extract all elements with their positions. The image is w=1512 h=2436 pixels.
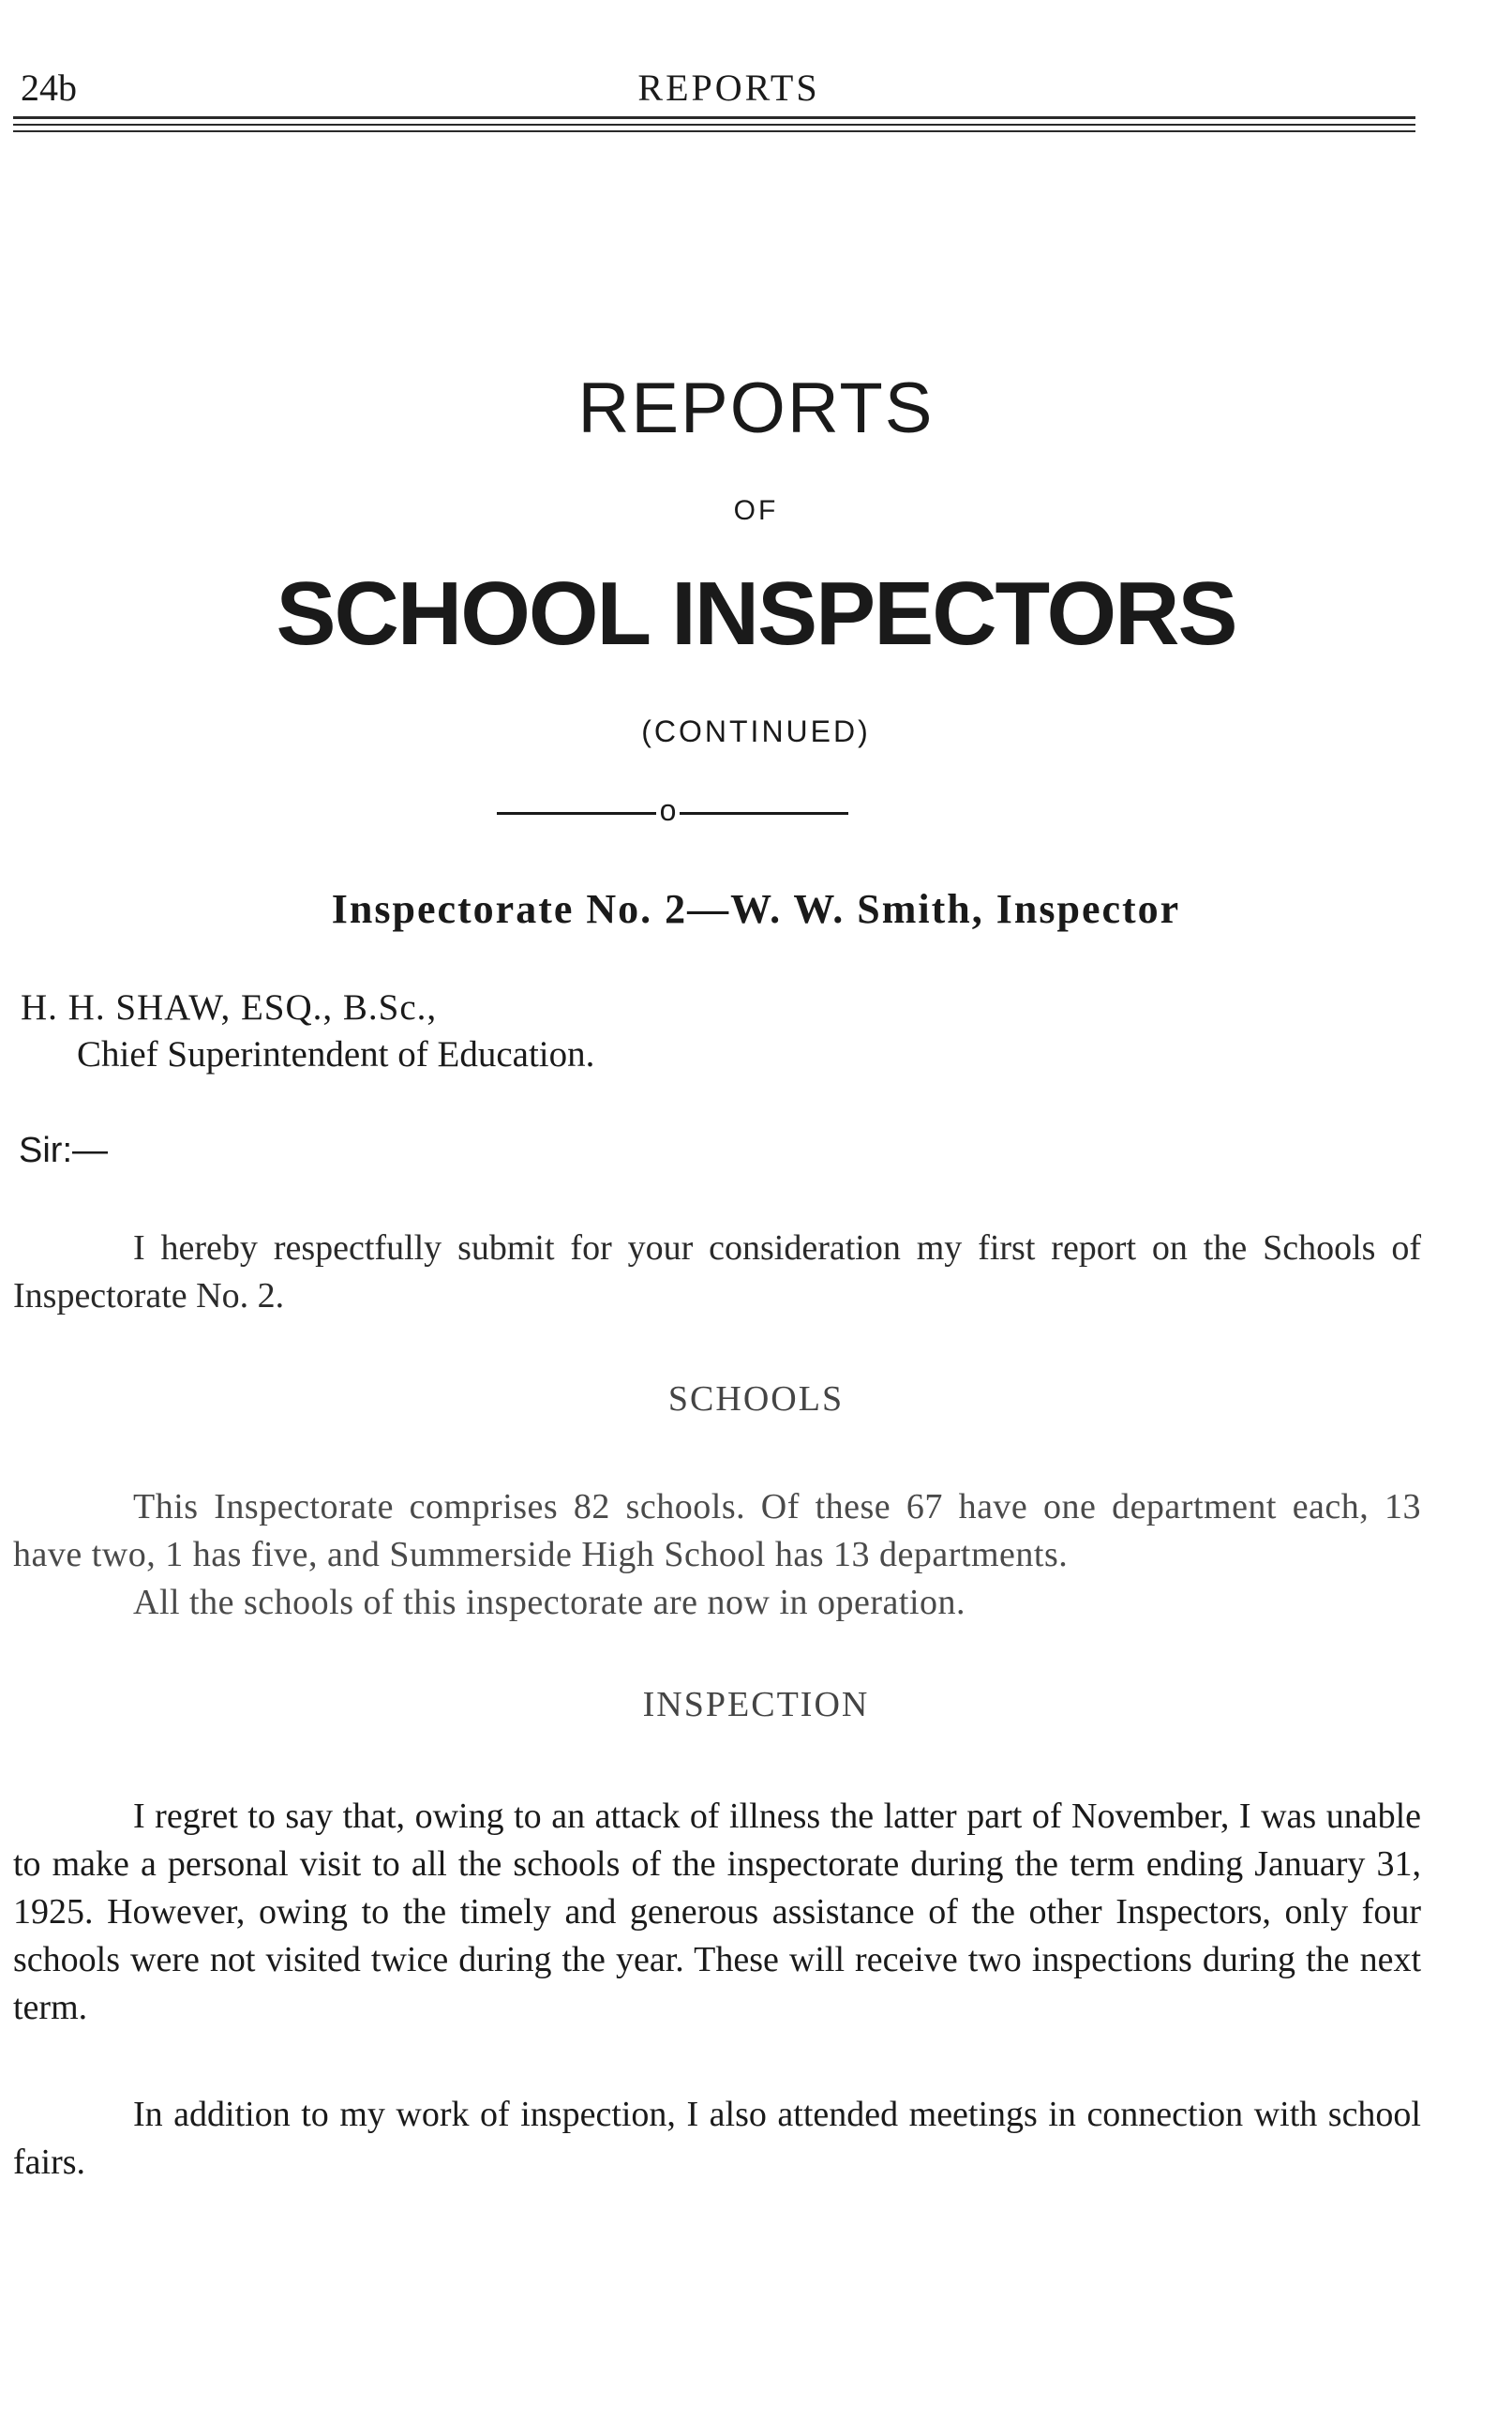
inspection-heading: INSPECTION [642, 1685, 870, 1724]
addressee-position: Chief Superintendent of Education. [77, 1034, 595, 1075]
addition-text: In addition to my work of inspection, I also attended meetings in connection with school fairs. [13, 2095, 1421, 2182]
running-head [21, 58, 1437, 114]
continued-label: (CONTINUED) [641, 714, 871, 748]
schools-paragraph [13, 1483, 1421, 1627]
schools-heading: SCHOOLS [667, 1379, 845, 1419]
intro-text: I hereby respectfully submit for your consideration my first report on the Schools of Inspectorate No. 2. [13, 1228, 1421, 1316]
salutation: Sir:— [19, 1131, 108, 1170]
inspection-paragraph [13, 1793, 1421, 2032]
header-rule [13, 116, 1415, 119]
section-divider [0, 793, 1512, 827]
addition-paragraph [13, 2091, 1421, 2187]
school-inspectors-title: SCHOOL INSPECTORS [276, 564, 1236, 664]
page-number: 24b [21, 67, 77, 109]
intro-paragraph [13, 1225, 1421, 1320]
of-label: OF [733, 495, 779, 526]
addressee-name: H. H. SHAW, ESQ., B.Sc., [21, 987, 438, 1028]
schools-text: This Inspectorate comprises 82 schools. Of these 67 have one department each, 13 have two, 1 has five, and Summerside High School has 13 departments. [13, 1487, 1421, 1574]
divider-mark: o [659, 793, 677, 827]
schools-operation-text: All the schools of this inspectorate are now in operation. [133, 1583, 966, 1622]
inspection-text: I regret to say that, owing to an attack of illness the latter part of November, I was unable to make a personal visit to all the schools of the inspectorate during the term ending January 31, 1925. However, owing to the timely and generous assistance of the other Inspectors, only four schools were not visited twice during the year. These will receive two inspections during the next term. [13, 1797, 1421, 2027]
header-rule [13, 124, 1415, 126]
inspectorate-title: Inspectorate No. 2—W. W. Smith, Inspector [331, 886, 1181, 932]
header-rule [13, 130, 1415, 132]
running-title: REPORTS [637, 67, 820, 109]
reports-title: REPORTS [577, 368, 935, 448]
